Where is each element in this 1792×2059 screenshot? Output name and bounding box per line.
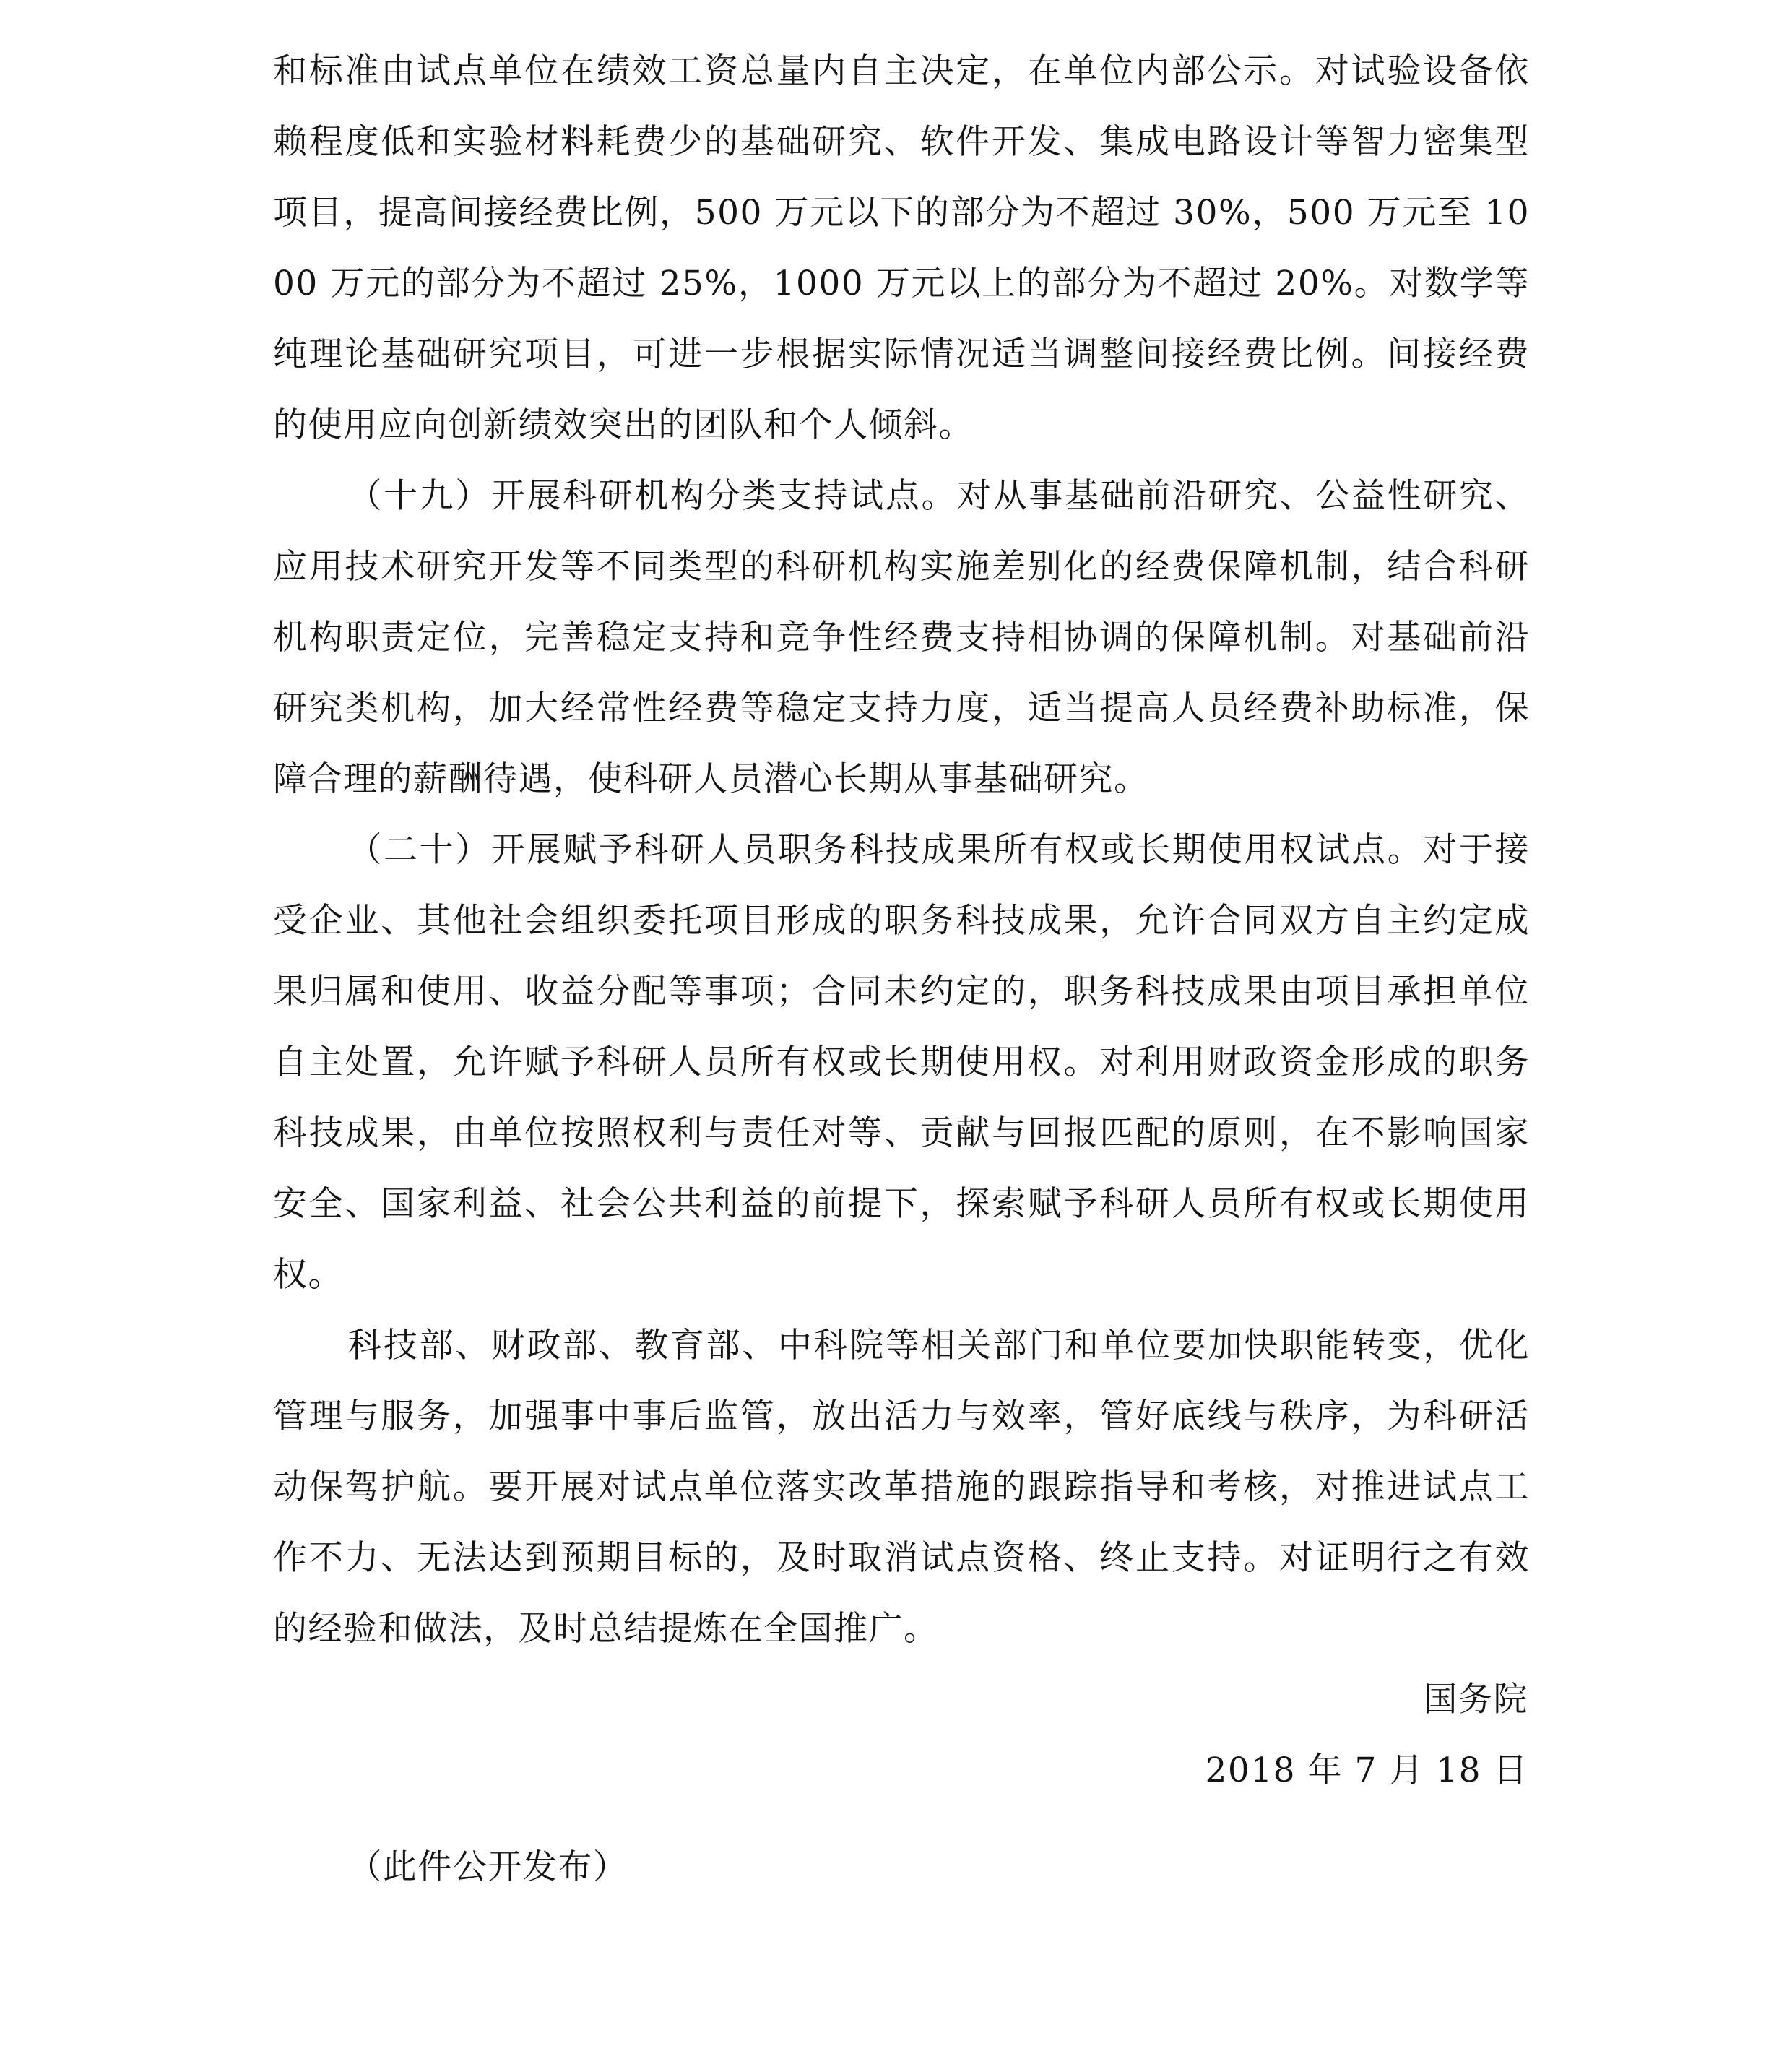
publication-note: （此件公开发布） bbox=[347, 1847, 628, 1887]
paragraph-closing: 科技部、财政部、教育部、中科院等相关部门和单位要加快职能转变，优化管理与服务，加强事中事后监管，放出活力与效率，管好底线与秩序，为科研活动保驾护航。要开展对试点单位落实改革措施的跟踪指导和考核，对推进试点工作不力、无法达到预期目标的，及时取消试点资格、终止支持。对证明行之有效的经验和做法，及时总结提炼在全国推广。 bbox=[273, 1326, 1530, 1649]
document-body bbox=[273, 36, 1530, 1903]
paragraph-continuation: 和标准由试点单位在绩效工资总量内自主决定，在单位内部公示。对试验设备依赖程度低和实验材料耗费少的基础研究、软件开发、集成电路设计等智力密集型项目，提高间接经费比例，500 万元以下的部分为不超过 30%，500 万元至 1000 万元的部分为不超过 25%，1000 万元以上的部分为不超过 20%。对数学等纯理论基础研究项目，可进一步根据实际情况适当调整间接经费比例。间接经费的使用应向创新绩效突出的团队和个人倾斜。 bbox=[273, 51, 1530, 445]
paragraph-item-19: （十九）开展科研机构分类支持试点。对从事基础前沿研究、公益性研究、应用技术研究开发等不同类型的科研机构实施差别化的经费保障机制，结合科研机构职责定位，完善稳定支持和竞争性经费支持相协调的保障机制。对基础前沿研究类机构，加大经常性经费等稳定支持力度，适当提高人员经费补助标准，保障合理的薪酬待遇，使科研人员潜心长期从事基础研究。 bbox=[273, 476, 1530, 799]
paragraph-item-20: （二十）开展赋予科研人员职务科技成果所有权或长期使用权试点。对于接受企业、其他社会组织委托项目形成的职务科技成果，允许合同双方自主约定成果归属和使用、收益分配等事项；合同未约定的，职务科技成果由项目承担单位自主处置，允许赋予科研人员所有权或长期使用权。对利用财政资金形成的职务科技成果，由单位按照权利与责任对等、贡献与回报匹配的原则，在不影响国家安全、国家利益、社会公共利益的前提下，探索赋予科研人员所有权或长期使用权。 bbox=[273, 830, 1530, 1295]
signature-date: 2018 年 7 月 18 日 bbox=[1205, 1751, 1528, 1790]
signature-issuer: 国务院 bbox=[1423, 1680, 1528, 1719]
